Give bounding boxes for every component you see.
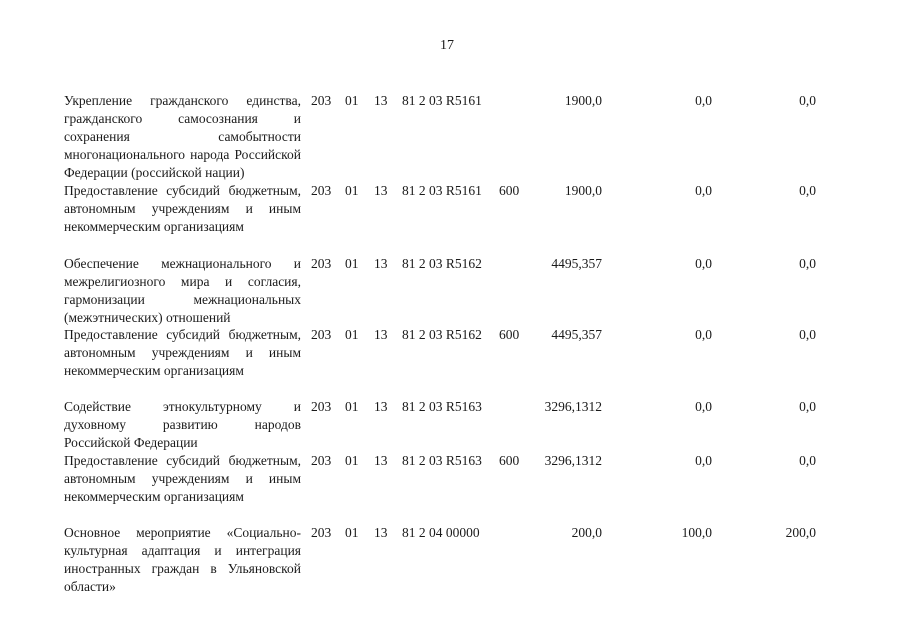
amount-year-3: 0,0 (799, 256, 816, 271)
section-code: 01 (345, 399, 359, 414)
amount-year-2: 0,0 (695, 256, 712, 271)
section-code: 01 (345, 327, 359, 342)
section-code: 01 (345, 183, 359, 198)
grbs-code: 203 (311, 327, 332, 342)
row-description: Обеспечение межнационального и межрелигиозного мира и согласия, гармонизации межнациональных (межэтнических) отношений (64, 256, 301, 325)
expense-type-code: 600 (499, 327, 520, 342)
grbs-code: 203 (311, 183, 332, 198)
target-article-code: 81 2 03 R5162 (402, 256, 482, 271)
section-code: 01 (345, 453, 359, 468)
amount-year-1: 1900,0 (564, 93, 602, 108)
section-code: 01 (345, 525, 359, 540)
row-description: Основное мероприятие «Социально-культурная адаптация и интеграция иностранных граждан в Ульяновской области» (64, 525, 301, 594)
amount-year-1: 3296,1312 (544, 453, 602, 468)
grbs-code: 203 (311, 525, 332, 540)
amount-year-1: 4495,357 (551, 327, 602, 342)
amount-year-3: 0,0 (799, 399, 816, 414)
amount-year-1: 3296,1312 (544, 399, 602, 414)
target-article-code: 81 2 03 R5162 (402, 327, 482, 342)
amount-year-2: 0,0 (695, 93, 712, 108)
amount-year-1: 200,0 (571, 525, 602, 540)
target-article-code: 81 2 03 R5161 (402, 93, 482, 108)
page-number: 17 (440, 38, 454, 53)
row-description: Содействие этнокультурному и духовному развитию народов Российской Федерации (64, 399, 301, 450)
subsection-code: 13 (374, 453, 388, 468)
expense-type-code: 600 (499, 183, 520, 198)
subsection-code: 13 (374, 93, 388, 108)
row-description: Укрепление гражданского единства, гражданского самосознания и сохранения самобытности многонационального народа Российской Федерации (российской нации) (64, 93, 301, 180)
amount-year-3: 0,0 (799, 93, 816, 108)
subsection-code: 13 (374, 327, 388, 342)
grbs-code: 203 (311, 93, 332, 108)
expense-type-code: 600 (499, 453, 520, 468)
amount-year-2: 100,0 (681, 525, 712, 540)
subsection-code: 13 (374, 256, 388, 271)
amount-year-2: 0,0 (695, 183, 712, 198)
amount-year-1: 1900,0 (564, 183, 602, 198)
amount-year-3: 0,0 (799, 453, 816, 468)
row-description: Предоставление субсидий бюджетным, автономным учреждениям и иным некоммерческим организациям (64, 453, 301, 504)
amount-year-3: 0,0 (799, 183, 816, 198)
section-code: 01 (345, 256, 359, 271)
subsection-code: 13 (374, 183, 388, 198)
row-description: Предоставление субсидий бюджетным, автономным учреждениям и иным некоммерческим организациям (64, 183, 301, 234)
amount-year-3: 0,0 (799, 327, 816, 342)
amount-year-1: 4495,357 (551, 256, 602, 271)
subsection-code: 13 (374, 399, 388, 414)
target-article-code: 81 2 03 R5163 (402, 399, 482, 414)
row-description: Предоставление субсидий бюджетным, автономным учреждениям и иным некоммерческим организациям (64, 327, 301, 378)
section-code: 01 (345, 93, 359, 108)
grbs-code: 203 (311, 453, 332, 468)
grbs-code: 203 (311, 399, 332, 414)
amount-year-2: 0,0 (695, 399, 712, 414)
subsection-code: 13 (374, 525, 388, 540)
amount-year-2: 0,0 (695, 327, 712, 342)
amount-year-2: 0,0 (695, 453, 712, 468)
amount-year-3: 200,0 (785, 525, 816, 540)
target-article-code: 81 2 03 R5161 (402, 183, 482, 198)
target-article-code: 81 2 04 00000 (402, 525, 480, 540)
target-article-code: 81 2 03 R5163 (402, 453, 482, 468)
grbs-code: 203 (311, 256, 332, 271)
